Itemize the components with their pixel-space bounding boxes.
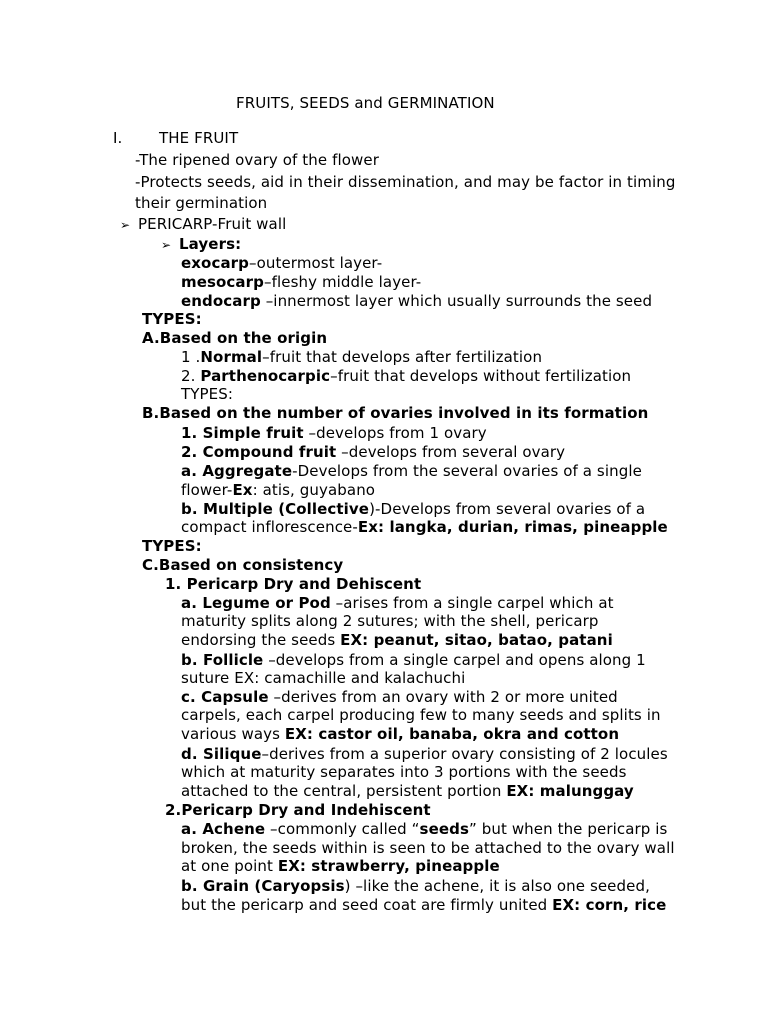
text-segment: –commonly called “: [265, 820, 420, 838]
text-segment: endocarp: [181, 292, 261, 310]
ba2-line: [181, 481, 375, 500]
layers-heading-line: [161, 235, 241, 255]
text-segment: Normal: [200, 348, 263, 366]
fruit-definition-2b: their germination: [135, 194, 268, 212]
text-segment: –fleshy middle layer-: [264, 273, 422, 291]
text-segment: endorsing the seeds: [181, 631, 341, 649]
text-segment: b. Follicle: [181, 651, 264, 669]
text-segment: Ex: langka, durian, rimas, pineapple: [357, 518, 668, 536]
section-a-heading: A.Based on the origin: [142, 329, 328, 347]
a1-line: [181, 348, 542, 367]
arrow-bullet-icon: ➢: [120, 218, 131, 232]
text-segment: –fruit that develops after fertilization: [262, 348, 543, 366]
text-segment: a. Achene: [181, 820, 266, 838]
text-segment: at one point: [181, 857, 278, 875]
achene-line-1: [181, 820, 667, 839]
mesocarp-line: [181, 273, 421, 292]
text-segment: EX: peanut, sitao, batao, patani: [340, 631, 613, 649]
a2-line: [181, 367, 631, 386]
text-segment: 2. Compound fruit: [181, 443, 337, 461]
capsule-line-3: [181, 725, 619, 744]
silique-line-3: [181, 782, 634, 801]
achene-line-3: [181, 857, 500, 876]
exocarp-line: [181, 254, 382, 273]
c1-heading: 1. Pericarp Dry and Dehiscent: [165, 575, 422, 593]
text-segment: Ex: [232, 481, 253, 499]
text-segment: mesocarp: [181, 273, 264, 291]
types-label-a: TYPES:: [142, 310, 202, 328]
text-segment: b. Multiple (Collective: [181, 500, 370, 518]
section-b-heading: B.Based on the number of ovaries involved in its formation: [142, 404, 649, 422]
text-segment: a. Aggregate: [181, 462, 293, 480]
achene-line-2: broken, the seeds within is seen to be attached to the ovary wall: [181, 839, 675, 857]
text-segment: EX: strawberry, pineapple: [277, 857, 500, 875]
text-segment: -Fruit wall: [212, 215, 287, 233]
capsule-line-1: [181, 688, 618, 707]
text-segment: b. Grain (Caryopsis: [181, 877, 345, 895]
text-segment: –innermost layer which usually surrounds the seed: [260, 292, 653, 310]
text-segment: ) –like the achene, it is also one seeded,: [344, 877, 650, 895]
text-segment: flower-: [181, 481, 233, 499]
bb-line: [181, 500, 645, 519]
text-segment: Parthenocarpic: [200, 367, 331, 385]
silique-line-2: which at maturity separates into 3 portions with the seeds: [181, 763, 627, 781]
document-title: FRUITS, SEEDS and GERMINATION: [236, 94, 495, 112]
text-segment: ” but when the pericarp is: [469, 820, 668, 838]
section-c-heading: C.Based on consistency: [142, 556, 344, 574]
text-segment: )-Develops from several ovaries of a: [369, 500, 646, 518]
bb2-line: [181, 518, 668, 537]
ba-line: [181, 462, 642, 481]
pericarp-line: [120, 215, 286, 235]
c2-heading: 2.Pericarp Dry and Indehiscent: [165, 801, 431, 819]
text-segment: a. Legume or Pod: [181, 594, 331, 612]
fruit-definition-2a: -Protects seeds, aid in their dissemination, and may be factor in timing: [135, 173, 676, 191]
follicle-line-1: [181, 651, 646, 670]
section-numeral: I.: [113, 129, 123, 147]
text-segment: –outermost layer-: [249, 254, 383, 272]
legume-line-2: maturity splits along 2 sutures; with the shell, pericarp: [181, 612, 599, 630]
endocarp-line: [181, 292, 652, 311]
section-heading: THE FRUIT: [159, 129, 239, 147]
text-segment: –derives from a superior ovary consisting of 2 locules: [261, 745, 668, 763]
text-segment: various ways: [181, 725, 285, 743]
text-segment: exocarp: [181, 254, 250, 272]
silique-line-1: [181, 745, 668, 764]
text-segment: –arises from a single carpel which at: [330, 594, 614, 612]
text-segment: seeds: [419, 820, 469, 838]
text-segment: –develops from 1 ovary: [303, 424, 487, 442]
text-segment: attached to the central, persistent portion: [181, 782, 507, 800]
text-segment: EX: castor oil, banaba, okra and cotton: [284, 725, 620, 743]
legume-line-1: [181, 594, 614, 613]
text-segment: PERICARP: [138, 215, 213, 233]
text-segment: 1 .: [181, 348, 201, 366]
text-segment: -Develops from the several ovaries of a single: [292, 462, 642, 480]
text-segment: Layers:: [179, 235, 242, 253]
b2-line: [181, 443, 565, 462]
text-segment: d. Silique: [181, 745, 262, 763]
types-label-b: TYPES:: [181, 385, 234, 403]
grain-line-2: [181, 896, 666, 915]
text-segment: compact inflorescence-: [181, 518, 358, 536]
grain-line-1: [181, 877, 650, 896]
text-segment: but the pericarp and seed coat are firmly united: [181, 896, 553, 914]
text-segment: –develops from a single carpel and opens along 1: [263, 651, 646, 669]
text-segment: EX: corn, rice: [552, 896, 667, 914]
follicle-line-2: suture EX: camachille and kalachuchi: [181, 669, 466, 687]
text-segment: –develops from several ovary: [336, 443, 566, 461]
text-segment: c. Capsule: [181, 688, 269, 706]
types-label-c: TYPES:: [142, 537, 202, 555]
text-segment: –fruit that develops without fertilization: [330, 367, 632, 385]
fruit-definition-1: -The ripened ovary of the flower: [135, 151, 379, 169]
arrow-bullet-icon: ➢: [161, 238, 172, 252]
text-segment: EX: malunggay: [506, 782, 634, 800]
text-segment: : atis, guyabano: [252, 481, 376, 499]
text-segment: 2.: [181, 367, 201, 385]
b1-line: [181, 424, 487, 443]
text-segment: –derives from an ovary with 2 or more united: [268, 688, 618, 706]
capsule-line-2: carpels, each carpel producing few to many seeds and splits in: [181, 706, 661, 724]
text-segment: 1. Simple fruit: [181, 424, 304, 442]
legume-line-3: [181, 631, 613, 650]
